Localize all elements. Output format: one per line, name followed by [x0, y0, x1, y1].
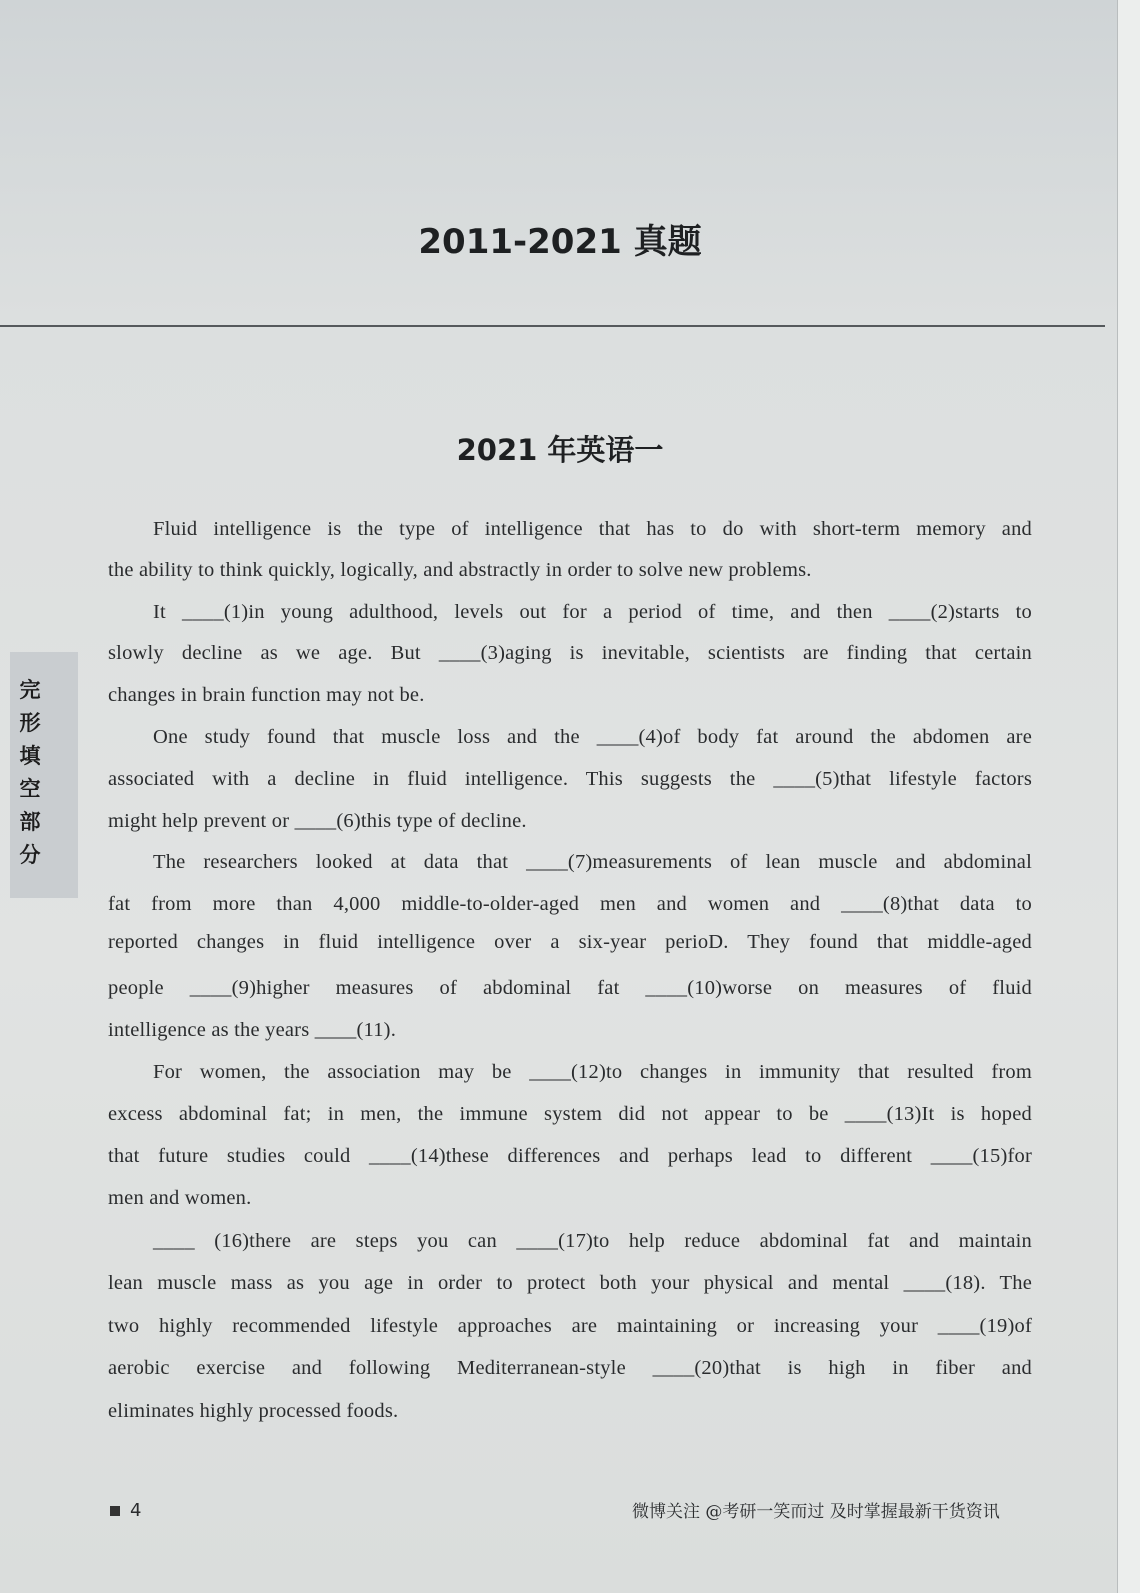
- text-line: excess abdominal fat; in men, the immune system did not appear to be ____(13)It is hoped: [108, 1103, 1032, 1125]
- divider: [0, 325, 1105, 327]
- text-line: fat from more than 4,000 middle-to-older-aged men and women and ____(8)that data to: [108, 893, 1032, 915]
- text-line: changes in brain function may not be.: [108, 684, 425, 706]
- text-line: For women, the association may be ____(12)to changes in immunity that resulted from: [153, 1061, 1032, 1083]
- text-line: intelligence as the years ____(11).: [108, 1019, 397, 1041]
- text-line: aerobic exercise and following Mediterranean-style ____(20)that is high in fiber and: [108, 1357, 1032, 1379]
- text-line: two highly recommended lifestyle approaches are maintaining or increasing your ____(19)of: [108, 1315, 1032, 1337]
- text-line: Fluid intelligence is the type of intelligence that has to do with short-term memory and: [153, 518, 1032, 540]
- section-title: 2011-2021 真题: [418, 222, 702, 262]
- footer-note: 微博关注 @考研一笑而过 及时掌握最新干货资讯: [632, 1502, 1000, 1522]
- text-line: The researchers looked at data that ____(7)measurements of lean muscle and abdominal: [153, 851, 1032, 873]
- side-tab: [10, 652, 78, 898]
- text-line: lean muscle mass as you age in order to protect both your physical and mental ____(18). The: [108, 1272, 1032, 1294]
- square-marker-icon: [110, 1506, 120, 1516]
- side-tab-label: 完形填空部分: [19, 678, 41, 867]
- text-line: reported changes in fluid intelligence over a six-year perioD. They found that middle-aged: [108, 931, 1032, 953]
- text-line: people ____(9)higher measures of abdominal fat ____(10)worse on measures of fluid: [108, 977, 1032, 999]
- exam-title: 2021 年英语一: [456, 433, 664, 467]
- text-line: might help prevent or ____(6)this type of decline.: [108, 810, 527, 832]
- text-line: eliminates highly processed foods.: [108, 1400, 399, 1422]
- text-line: associated with a decline in fluid intelligence. This suggests the ____(5)that lifestyle factors: [108, 768, 1032, 790]
- text-line: that future studies could ____(14)these differences and perhaps lead to different ____(15)for: [108, 1145, 1032, 1167]
- text-line: the ability to think quickly, logically, and abstractly in order to solve new problems.: [108, 559, 812, 581]
- text-line: men and women.: [108, 1187, 252, 1209]
- text-line: It ____(1)in young adulthood, levels out for a period of time, and then ____(2)starts to: [153, 601, 1032, 623]
- text-line: One study found that muscle loss and the ____(4)of body fat around the abdomen are: [153, 726, 1032, 748]
- text-line: ____ (16)there are steps you can ____(17)to help reduce abdominal fat and maintain: [153, 1230, 1032, 1252]
- page-edge: [1117, 0, 1140, 1593]
- text-line: slowly decline as we age. But ____(3)aging is inevitable, scientists are finding that certain: [108, 642, 1032, 664]
- page-number: 4: [110, 1500, 141, 1521]
